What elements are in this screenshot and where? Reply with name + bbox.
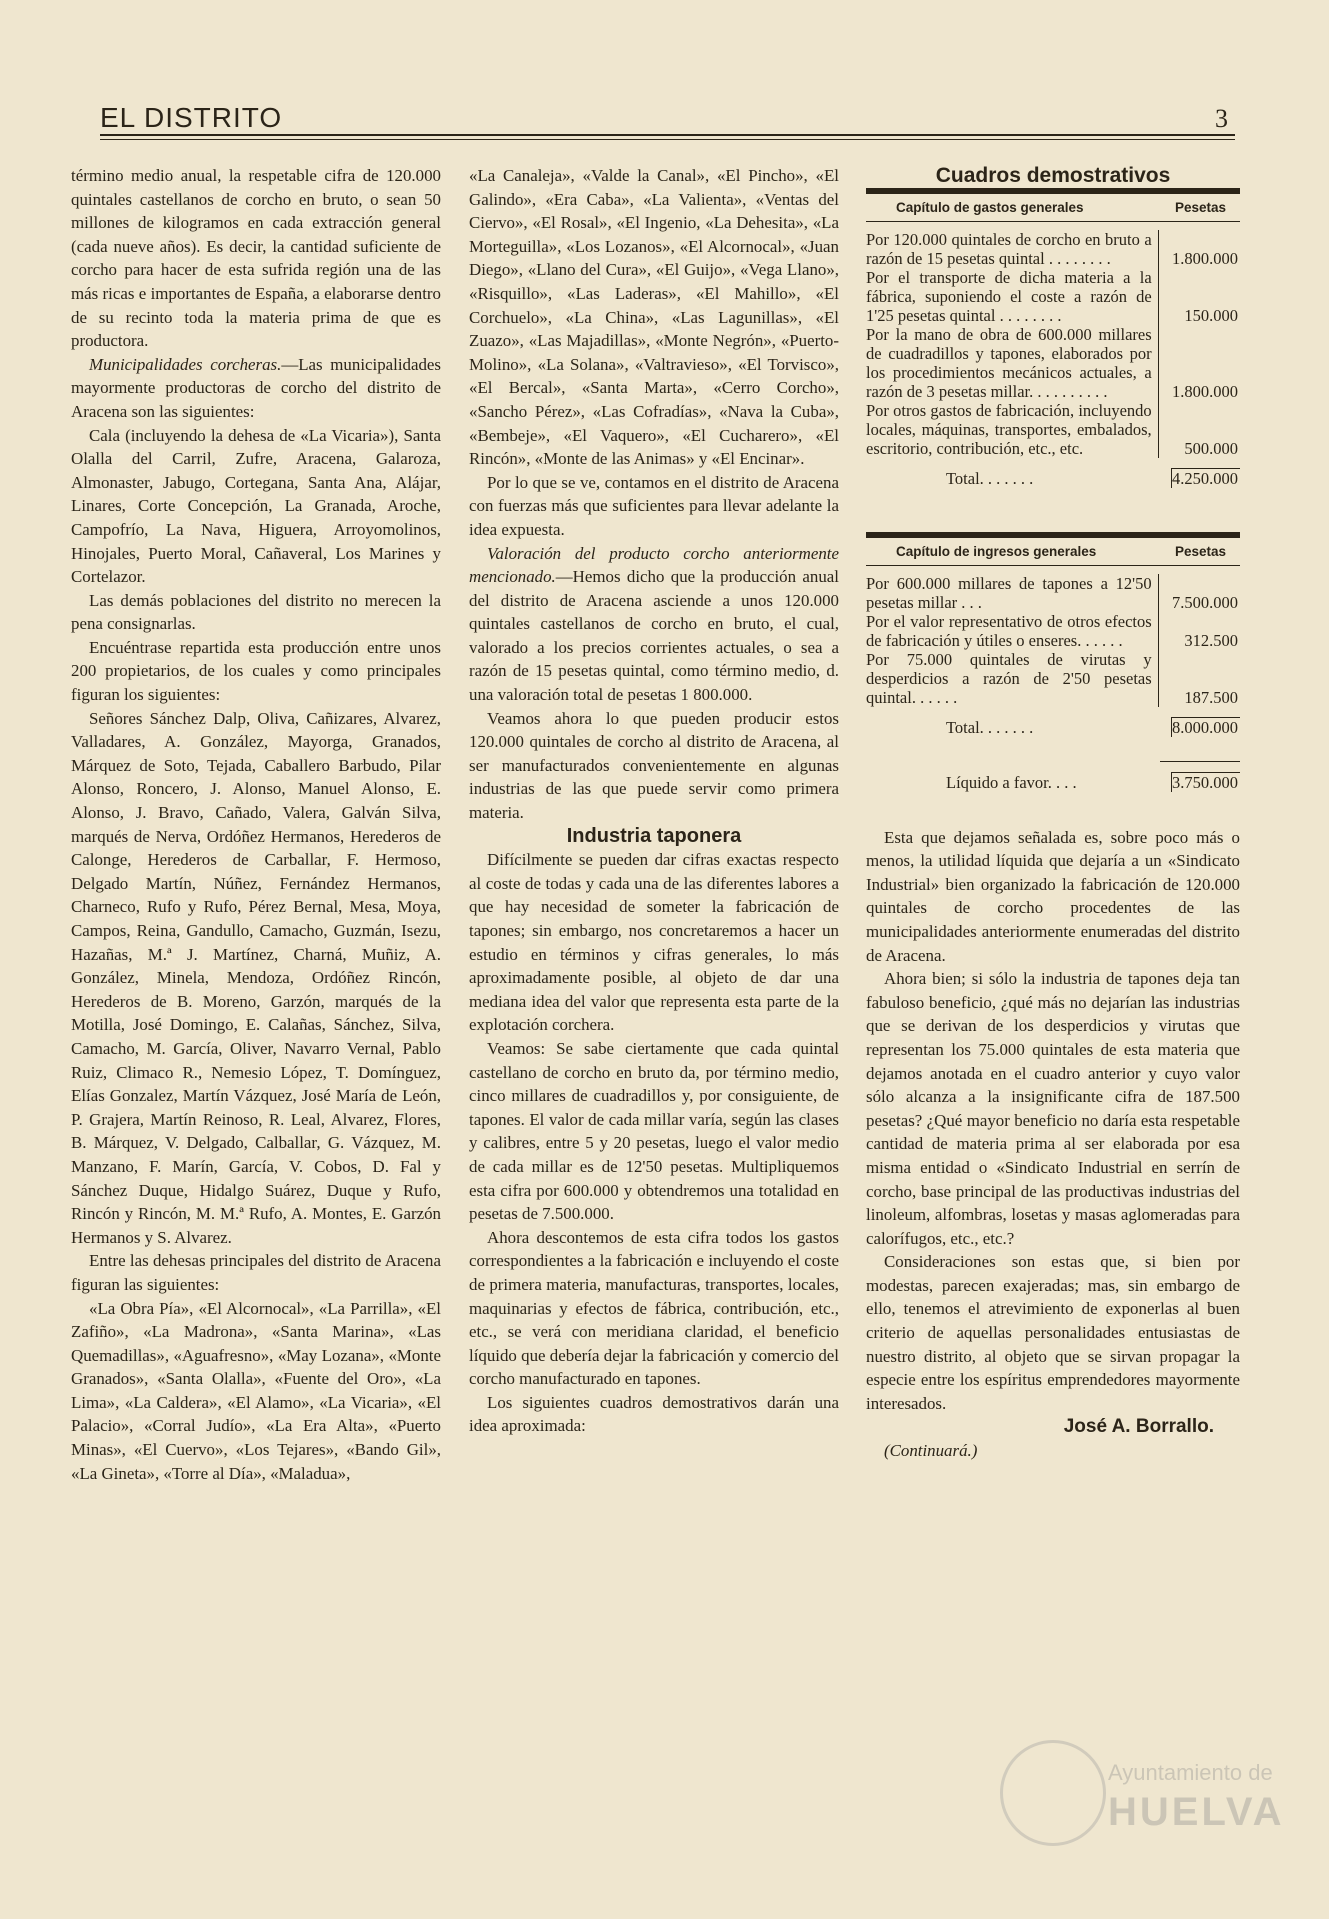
row-description: Por la mano de obra de 600.000 millares de cuadradillos y tapones, elaborados por los procedimientos mecánicos actuales, a razón de 3 pesetas millar. . . . . . . . . . <box>866 324 1152 401</box>
paragraph: Esta que dejamos señalada es, sobre poco más o menos, la utilidad líquida que dejaría a un «Sindicato Industrial» bien organizado la fabricación de 120.000 quintales de corcho procedentes de las municipalidades anteriormente enumeradas del distrito de Aracena. <box>866 827 1240 965</box>
paragraph: Ahora descontemos de esta cifra todos los gastos correspondientes a la fabricación e incluyendo el coste de primera materia, manufacturas, transportes, locales, maquinarias y efectos de fábrica, contribución, etc., etc., se verá con meridiana claridad, el beneficio líquido que debería dejar la fabricación y comercio del corcho manufacturado en tapones. <box>469 1227 839 1389</box>
paragraph <box>469 542 839 707</box>
table-header-label: Capítulo de ingresos generales <box>896 543 1097 559</box>
row-amount: 150.000 <box>1158 268 1240 325</box>
section-heading: Industria taponera <box>566 824 742 847</box>
table-header <box>866 194 1240 221</box>
row-description: Por otros gastos de fabricación, incluyendo locales, máquinas, transportes, embalados, escritorio, contribución, etc., etc. <box>866 400 1152 458</box>
paragraph: Señores Sánchez Dalp, Oliva, Cañizares, Alvarez, Valladares, A. González, Mayorga, Granados, Márquez de Soto, Tejada, Caballero Barbudo, Pilar Alonso, Roncero, J. Alonso, Manuel Alonso, E. Alonso, J. Bravo, Cañado, Valera, Galván Silva, marqués de Nerva, Ordóñez Hermanos, Herederos de Calonge, Herederos de Carballar, F. Hermoso, Delgado Martín, Núñez, Fernández Hermanos, Charneco, Rufo y Rufo, Pérez Bernal, Mesa, Moya, Campos, Reina, Gandullo, Camacho, Guzmán, Isezu, Hazañas, M.ª J. Martínez, Charná, Muñiz, A. González, Minela, Mendoza, Ordóñez Rincón, Herederos de B. Moreno, Garzón, marqués de la Motilla, José Domingo, E. Calañas, Sánchez, Silva, Camacho, M. García, Oliver, Navarro Vernal, Pablo Ruiz, Climaco R., Nemesio López, T. Domínguez, Elías Gonzalez, Martín Vázquez, José María de León, P. Grajera, Martín Reinoso, R. Leal, Alvarez, Flores, B. Márquez, V. Delgado, Calballar, G. Vázquez, M. Manzano, F. Marín, García, V. Cobos, D. Fal y Sánchez Duque, Hidalgo Suárez, Duque y Rufo, Rincón y Rincón, M. M.ª Rufo, A. Montes, E. Garzón Hermanos y S. Alvarez. <box>71 708 441 1247</box>
table-total-row <box>866 468 1240 488</box>
seal-icon <box>1000 1740 1106 1846</box>
newspaper-title: EL DISTRITO <box>100 102 283 133</box>
continued-note: (Continuará.) <box>884 1441 978 1461</box>
author-signature: José A. Borrallo. <box>1063 1416 1214 1438</box>
table-rule <box>1160 761 1240 762</box>
table-body <box>866 222 1240 488</box>
paragraph: «La Obra Pía», «El Alcornocal», «La Parrilla», «El Zafiño», «La Madrona», «Santa Marina», «Las Quemadillas», «Aguafresno», «May Lozana», «Monte Granados», «Santa Olalla», «Fuente del Oro», «La Lima», «La Caldera», «El Alamo», «La Vicaria», «El Palacio», «Corral Judío», «La Era Alta», «Puerto Minas», «El Cuervo», «Los Tejares», «Bando Gil», «La Gineta», «Torre al Día», «Maladua», <box>71 1298 441 1483</box>
table-row <box>866 401 1240 458</box>
paragraph: Encuéntrase repartida esta producción entre unos 200 propietarios, de los cuales y como principales figuran los siguientes: <box>71 637 441 705</box>
watermark-line1: Ayuntamiento de <box>1108 1760 1273 1785</box>
paragraph: Los siguientes cuadros demostrativos darán una idea aproximada: <box>469 1392 839 1436</box>
paragraph: Veamos: Se sabe ciertamente que cada quintal castellano de corcho en bruto da, por término medio, cinco millares de cuadradillos y, por consiguiente, de tapones. El valor de cada millar varía, según las clases y calibres, entre 5 y 20 pesetas, luego el valor medio de cada millar es de 12'50 pesetas. Multipliquemos esta cifra por 600.000 y obtendremos una totalidad en pesetas de 7.500.000. <box>469 1038 839 1224</box>
paragraph: término medio anual, la respetable cifra de 120.000 quintales castellanos de corcho en bruto, o sean 50 millones de kilogramos en cada extracción general (cada nueve años). Es decir, la cantidad suficiente de corcho para hacer de esta sufrida región una de las más ricas e importantes de España, a elaborarse dentro de su recinto toda la materia prima de que es productora. <box>71 166 441 351</box>
section-lead: Valoración del producto corcho anteriormente mencionado. <box>469 543 839 587</box>
masthead-rule-thin <box>100 139 1235 140</box>
row-description: Por 75.000 quintales de virutas y desperdicios a razón de 2'50 pesetas quintal. . . . . . <box>866 649 1152 707</box>
masthead-rule <box>100 134 1235 136</box>
total-label: Total. . . . . . . <box>946 468 1034 488</box>
row-amount: 500.000 <box>1158 401 1240 458</box>
row-amount: 187.500 <box>1158 650 1240 707</box>
table-row <box>866 230 1240 268</box>
total-amount: 8.000.000 <box>1172 717 1238 737</box>
row-description: Por el valor representativo de otros efectos de fabricación y útiles o enseres. . . . . . <box>866 611 1152 650</box>
page-number: 3 <box>1215 104 1229 133</box>
paragraph: Difícilmente se pueden dar cifras exactas respecto al coste de todas y cada una de las diferentes labores a que hay necesidad de someter la fabricación de tapones; sin embargo, nos concretaremos a hacer un estudio en términos y cifras generales, lo más aproximadamente posible, al objeto de dar una mediana idea del valor que representa esta parte de la explotación corchera. <box>469 850 839 1035</box>
paragraph: Consideraciones son estas que, si bien por modestas, parecen exajeradas; mas, sin embargo de ello, tenemos el atrevimiento de exponerlas al buen criterio de aquellas personalidades entusiastas de nuestro distrito, al objeto que se sirvan propagar la especie entre los espíritus emprendedores mayormente interesados. <box>866 1252 1240 1413</box>
table-ingresos <box>866 532 1240 792</box>
column-1 <box>71 164 441 1485</box>
row-description: Por 600.000 millares de tapones a 12'50 pesetas millar . . . <box>866 573 1152 612</box>
table-row <box>866 325 1240 401</box>
closing-text <box>866 826 1240 1463</box>
row-amount: 1.800.000 <box>1158 230 1240 268</box>
table-body <box>866 566 1240 792</box>
paragraph: Ahora bien; si sólo la industria de tapones deja tan fabuloso beneficio, ¿qué más no dejarían las industrias que se derivan de los desperdicios y virutas que representan los 75.000 quintales de esta materia que dejamos anotada en el cuadro anterior y cuyo valor sólo alcanza a la insignificante cifra de 187.500 pesetas? ¿Qué mayor beneficio no daría esta respetable cantidad de materia prima al ser elaborada por esa misma entidad o «Sindicato Industrial en serrín de corcho, base principal de las productivas industrias del linoleum, alfombras, losetas y masas aglomeradas para calorífugos, etc., etc.? <box>866 969 1240 1248</box>
table-header-unit: Pesetas <box>1174 199 1226 215</box>
section-lead: Municipalidades corcheras. <box>89 354 282 374</box>
table-gastos <box>866 188 1240 488</box>
table-header-unit: Pesetas <box>1174 543 1226 559</box>
paragraph-text: —Las municipalidades mayormente productoras de corcho del distrito de Aracena son las siguientes: <box>71 354 441 421</box>
total-label: Total. . . . . . . <box>946 717 1034 737</box>
row-description: Por el transporte de dicha materia a la fábrica, suponiendo el coste a razón de 1'25 pesetas quintal . . . . . . . . <box>866 267 1152 325</box>
paragraph: Por lo que se ve, contamos en el distrito de Aracena con fuerzas más que suficientes para llevar adelante la idea expuesta. <box>469 472 839 539</box>
paragraph: «La Canaleja», «Valde la Canal», «El Pincho», «El Galindo», «Era Caba», «La Valienta», «Ventas del Ciervo», «El Rosal», «El Ingenio, «La Dehesita», «La Morteguilla», «Los Lozanos», «El Alcornocal», «Juan Diego», «Llano del Cura», «El Guijo», «Vega Llano», «Risquillo», «Las Laderas», «El Mahillo», «El Corchuelo», «La China», «Las Lagunillas», «El Zuazo», «Las Majadillas», «Monte Negrón», «Puerto-Molino», «La Solana», «Valtravieso», «El Torvisco», «El Bercal», «Santa Marta», «Cerro Corcho», «Sancho Pérez», «Las Cofradías», «Nava la Cuba», «Bembeje», «El Vaquero», «El Cucharero», «El Rincón», «Monte de las Animas» y «El Encinar». <box>469 166 839 469</box>
table-row <box>866 574 1240 612</box>
table-row <box>866 268 1240 325</box>
table-row <box>866 612 1240 650</box>
paragraph: Las demás poblaciones del distrito no merecen la pena consignarlas. <box>71 590 441 634</box>
watermark-line2: HUELVA <box>1108 1790 1285 1834</box>
paragraph-text: —Hemos dicho que la producción anual del distrito de Aracena asciende a unos 120.000 quintales castellanos de corcho en bruto, el cual, valorado a los precios corrientes actuales, o sea a razón de 15 pesetas quintal, como término medio, d. una valoración total de pesetas 1 800.000. <box>469 567 839 705</box>
row-amount: 312.500 <box>1158 612 1240 650</box>
row-description: Por 120.000 quintales de corcho en bruto a razón de 15 pesetas quintal . . . . . . . . <box>866 229 1152 268</box>
row-amount: 1.800.000 <box>1158 325 1240 401</box>
net-amount: 3.750.000 <box>1172 772 1238 792</box>
section-heading: Cuadros demostrativos <box>935 164 1171 187</box>
paragraph <box>71 353 441 424</box>
column-3 <box>866 164 1240 1463</box>
table-total-row <box>866 717 1240 737</box>
row-amount: 7.500.000 <box>1158 574 1240 612</box>
total-amount: 4.250.000 <box>1172 468 1238 488</box>
column-2 <box>469 164 839 1438</box>
net-label: Líquido a favor. . . . <box>946 772 1077 792</box>
paragraph: Entre las dehesas principales del distrito de Aracena figuran las siguientes: <box>71 1251 441 1294</box>
table-header-label: Capítulo de gastos generales <box>896 199 1084 215</box>
table-net-row <box>866 772 1240 792</box>
paragraph: Veamos ahora lo que pueden producir estos 120.000 quintales de corcho al distrito de Aracena, al ser manufacturados convenientemente en algunas industrias de las que puede servir como primera materia. <box>469 708 839 823</box>
table-header <box>866 538 1240 565</box>
table-row <box>866 650 1240 707</box>
paragraph: Cala (incluyendo la dehesa de «La Vicaria»), Santa Olalla del Carril, Zufre, Aracena, Galaroza, Almonaster, Jabugo, Cortegana, Santa Ana, Alájar, Linares, Corte Concepción, La Granada, Aroche, Campofrío, La Nava, Higuera, Arroyomolinos, Hinojales, Puerto Moral, Cañaveral, Los Marines y Cortelazor. <box>71 425 441 587</box>
archive-watermark <box>1000 1740 1290 1850</box>
masthead <box>100 100 1235 134</box>
